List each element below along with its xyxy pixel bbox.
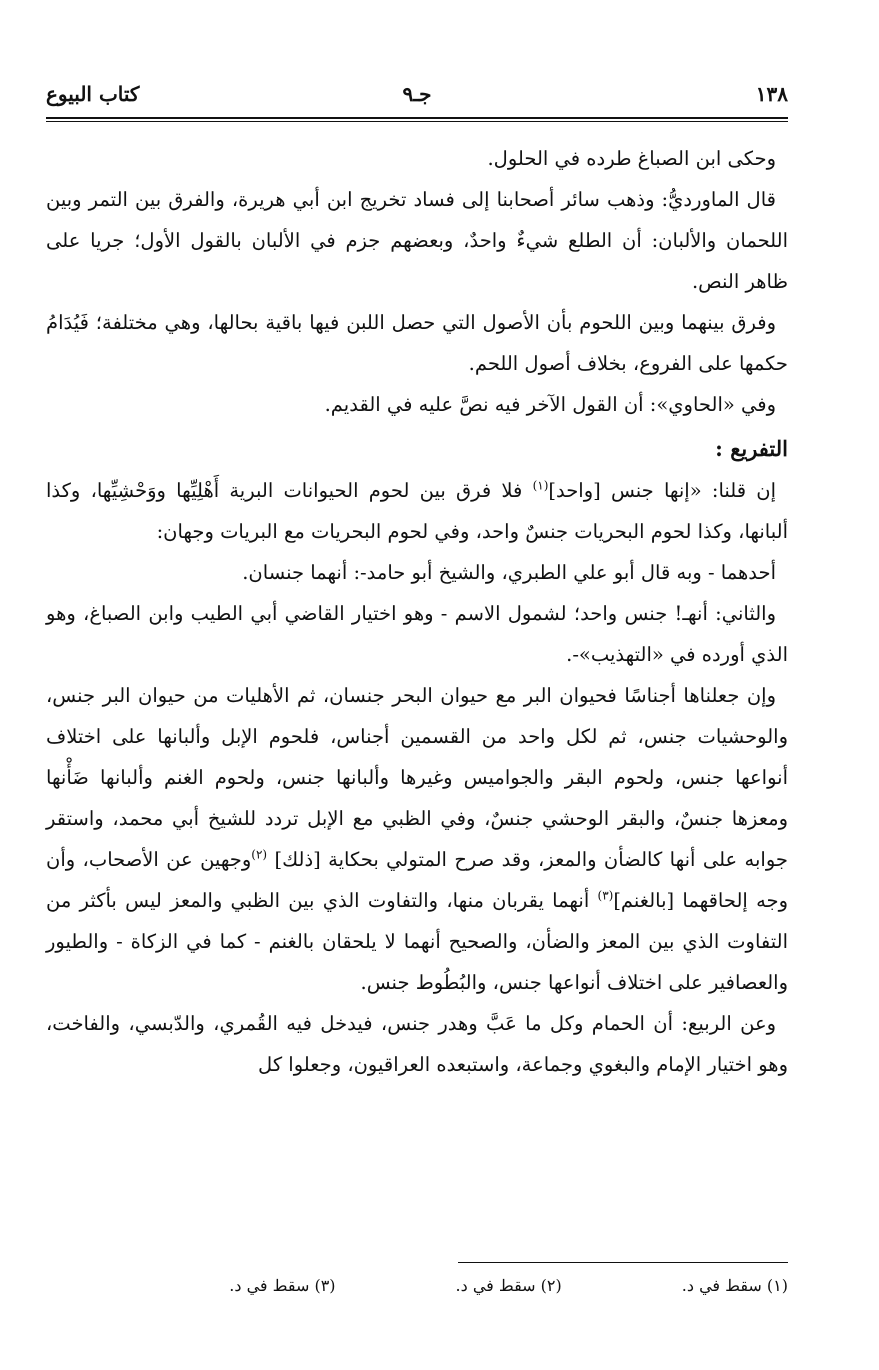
footnote-ref: (٢) [251,847,268,862]
paragraph: وفي «الحاوي»: أن القول الآخر فيه نصَّ عليه في القديم. [324,393,776,416]
footnote: (٣) سقط في د. [229,1276,336,1295]
paragraph: وعن الربيع: أن الحمام وكل ما عَبَّ وهدر جنس، فيدخل فيه القُمري، والدّبسي، والفاخت، وهو اختيار الإمام والبغوي وجماعة، واستبعده العراقيون، وجعلوا كل [46,1012,788,1076]
book-title: كتاب البيوع [46,82,140,106]
book-page [46,0,788,1370]
footnote-ref: (١) [532,478,549,493]
paragraph-text: وجهين عن الأصحاب، وأن وجه إلحاقهما [بالغنم] [46,848,788,912]
footnote: (١) سقط في د. [681,1276,788,1295]
footnote-rule [458,1262,788,1263]
body-text [46,138,788,1085]
page-header [46,82,788,114]
paragraph-text: أنهما يقربان منها، والتفاوت الذي بين الظبي والمعز ليس بأكثر من التفاوت الذي بين المعز والضأن، والصحيح أنهما لا يلحقان بالغنم - كما في الزكاة - والطيور والعصافير على اختلاف أنواعها جنس، والبُطُوط جنس. [46,889,788,994]
footnotes [46,1274,788,1298]
paragraph: والثاني: أنهـ! جنس واحد؛ لشمول الاسم - وهو اختيار القاضي أبي الطيب وابن الصباغ، وهو الذي أورده في «التهذيب»-. [46,602,788,666]
paragraph: وفرق بينهما وبين اللحوم بأن الأصول التي حصل اللبن فيها باقية بحالها، وهي مختلفة؛ فَيُدَامُ حكمها على الفروع، بخلاف أصول اللحم. [46,311,788,375]
header-rule-thin [46,121,788,122]
paragraph [46,470,788,552]
header-rule [46,117,788,119]
section-heading: التفريع : [715,436,788,461]
paragraph-text: وإن جعلناها أجناسًا فحيوان البر مع حيوان البحر جنسان، ثم الأهليات من حيوان البر جنس، والوحشيات جنس، ثم لكل واحد من القسمين أجناس، فلحوم الإبل وألبانها على اختلاف أنواعها جنس، ولحوم البقر والجواميس وغيرها وألبانها جنس، ولحوم الغنم وألبانها ضَأْنها ومعزها جنسٌ، والبقر الوحشي جنسٌ، وفي الظبي مع الإبل تردد للشيخ أبي محمد، واستقر جوابه على أنها كالضأن والمعز، وقد صرح المتولي بحكاية [ذلك] [46,684,788,871]
paragraph: أحدهما - وبه قال أبو علي الطبري، والشيخ أبو حامد-: أنهما جنسان. [242,561,776,584]
paragraph-text: فلا فرق بين لحوم الحيوانات البرية أَهْلِيِّها ووَحْشِيِّها، وكذا ألبانها، وكذا لحوم البحريات جنسٌ واحد، وفي لحوم البحريات مع البريات وجهان: [46,479,788,543]
volume-label: جـ٩ [402,82,432,106]
footnote: (٢) سقط في د. [455,1276,562,1295]
page-number: ١٣٨ [755,82,788,106]
paragraph: وحكى ابن الصباغ طرده في الحلول. [487,147,776,170]
paragraph [46,675,788,1003]
footnote-ref: (٣) [597,888,614,903]
paragraph-text: إن قلنا: «إنها جنس [واحد] [548,479,776,502]
paragraph: قال الماورديُّ: وذهب سائر أصحابنا إلى فساد تخريج ابن أبي هريرة، والفرق بين التمر وبين اللحمان والألبان: أن الطلع شيءٌ واحدٌ، وبعضهم جزم في الألبان بالقول الأول؛ جريا على ظاهر النص. [46,188,788,293]
